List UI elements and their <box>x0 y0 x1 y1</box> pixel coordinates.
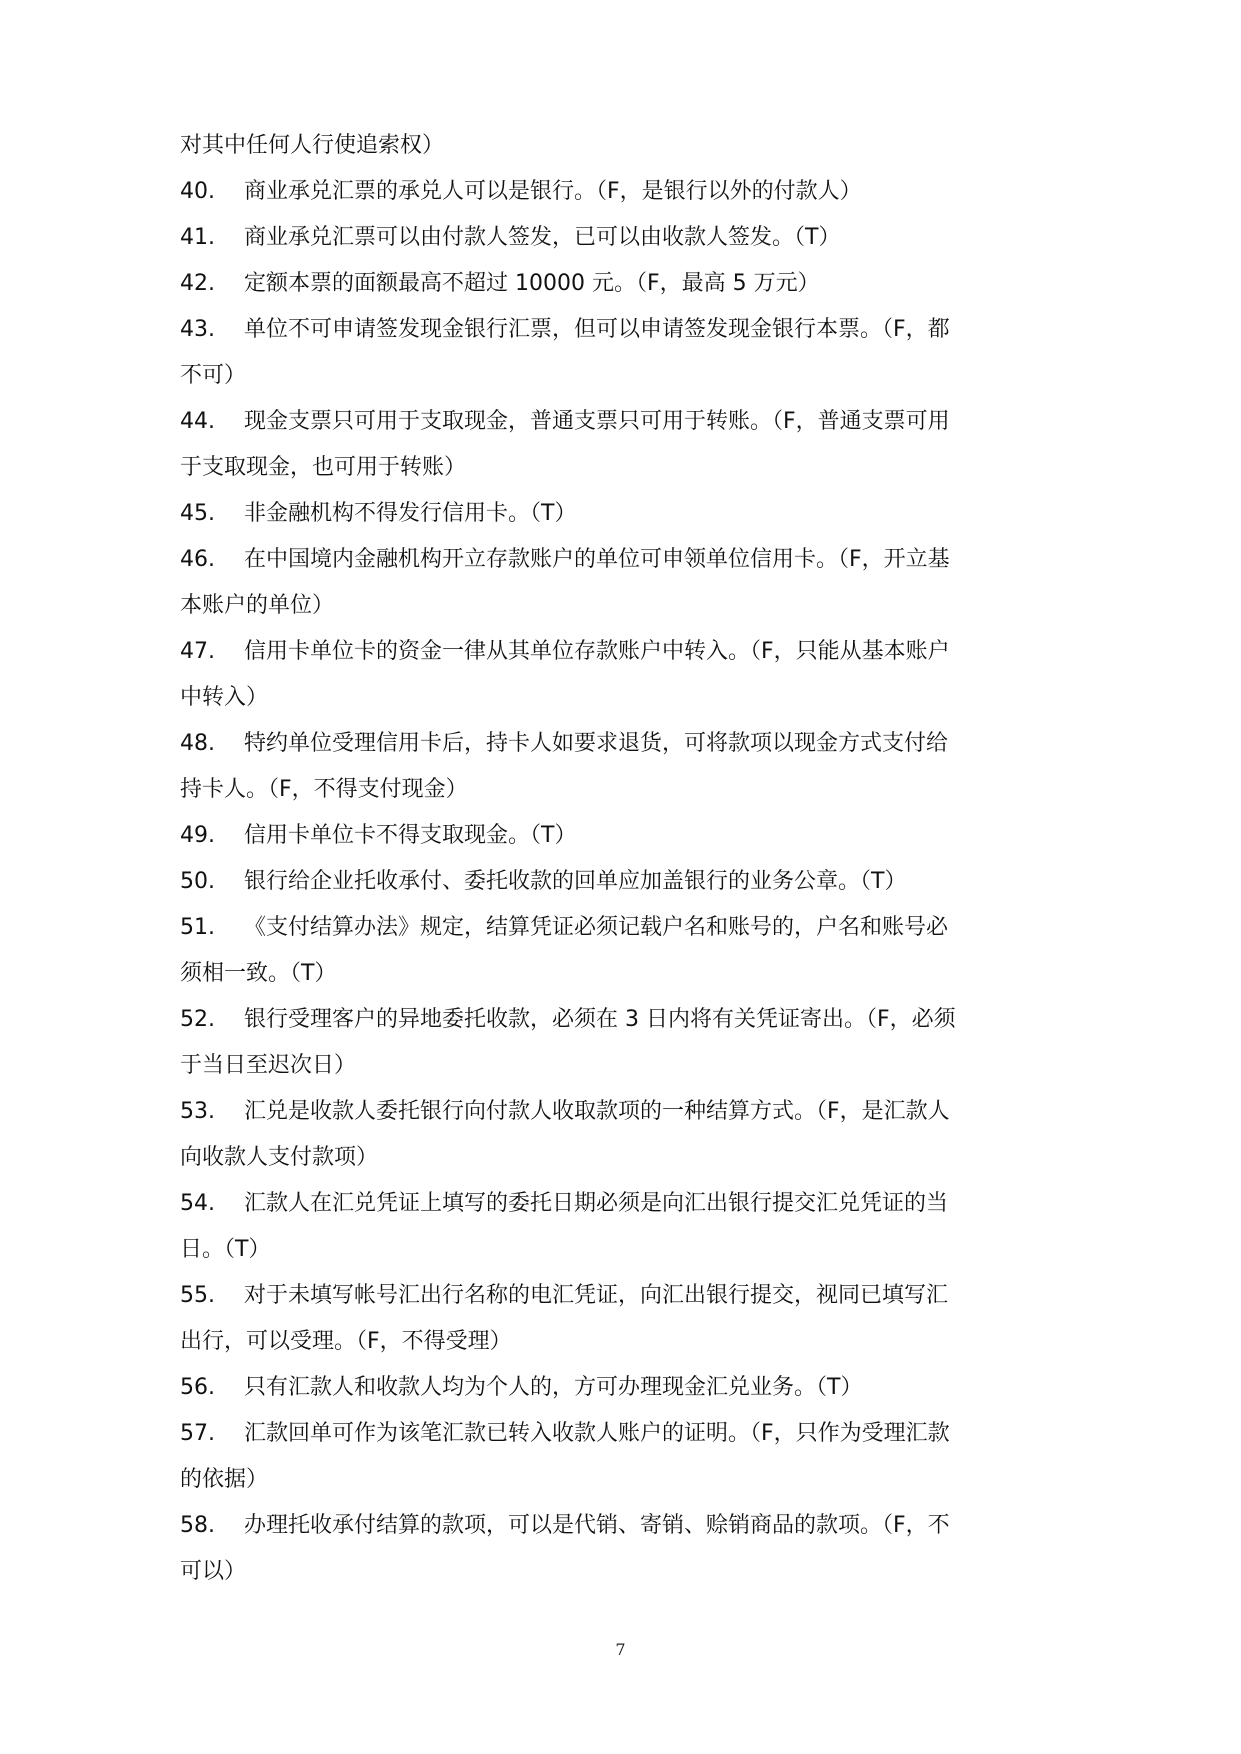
item-number: 55. <box>180 1283 215 1308</box>
line-text: 本账户的单位） <box>180 593 335 618</box>
line-text: 不可） <box>180 363 247 388</box>
text-line <box>180 123 1060 169</box>
line-text: 持卡人。（F，不得支付现金） <box>180 777 468 802</box>
text-line <box>180 813 1060 859</box>
item-number: 58. <box>180 1513 215 1538</box>
item-number: 56. <box>180 1375 215 1400</box>
item-number: 45. <box>180 501 215 526</box>
document-body <box>180 123 1060 1595</box>
line-text: 办理托收承付结算的款项，可以是代销、寄销、赊销商品的款项。（F，不 <box>244 1513 950 1538</box>
text-line <box>180 1227 1060 1273</box>
text-line <box>180 1549 1060 1595</box>
item-number: 40. <box>180 179 215 204</box>
line-text: 单位不可申请签发现金银行汇票，但可以申请签发现金银行本票。（F，都 <box>244 317 950 342</box>
line-text: 信用卡单位卡的资金一律从其单位存款账户中转入。（F，只能从基本账户 <box>244 639 950 664</box>
line-text: 特约单位受理信用卡后，持卡人如要求退货，可将款项以现金方式支付给 <box>244 731 949 756</box>
text-line <box>180 951 1060 997</box>
line-text: 只有汇款人和收款人均为个人的，方可办理现金汇兑业务。（T） <box>244 1375 863 1400</box>
line-text: 商业承兑汇票可以由付款人签发，已可以由收款人签发。（T） <box>244 225 841 250</box>
line-text: 银行受理客户的异地委托收款，必须在 3 日内将有关凭证寄出。（F，必须 <box>244 1007 956 1032</box>
line-text: 出行，可以受理。（F，不得受理） <box>180 1329 512 1354</box>
line-text: 定额本票的面额最高不超过 10000 元。（F，最高 5 万元） <box>244 271 820 296</box>
line-text: 在中国境内金融机构开立存款账户的单位可申领单位信用卡。（F，开立基 <box>244 547 950 572</box>
text-line <box>180 1181 1060 1227</box>
text-line <box>180 629 1060 675</box>
line-text: 于支取现金，也可用于转账） <box>180 455 467 480</box>
text-line <box>180 1135 1060 1181</box>
line-text: 《支付结算办法》规定，结算凭证必须记载户名和账号的，户名和账号必 <box>244 915 949 940</box>
text-line <box>180 767 1060 813</box>
item-number: 52. <box>180 1007 215 1032</box>
line-text: 向收款人支付款项） <box>180 1145 379 1170</box>
item-number: 46. <box>180 547 215 572</box>
text-line <box>180 675 1060 721</box>
text-line <box>180 1089 1060 1135</box>
text-line <box>180 445 1060 491</box>
text-line <box>180 261 1060 307</box>
text-line <box>180 1273 1060 1319</box>
line-text: 现金支票只可用于支取现金，普通支票只可用于转账。（F，普通支票可用 <box>244 409 950 434</box>
item-number: 54. <box>180 1191 215 1216</box>
item-number: 51. <box>180 915 215 940</box>
text-line <box>180 1319 1060 1365</box>
text-line <box>180 491 1060 537</box>
item-number: 49. <box>180 823 215 848</box>
text-line <box>180 1043 1060 1089</box>
item-number: 57. <box>180 1421 215 1446</box>
line-text: 于当日至迟次日） <box>180 1053 357 1078</box>
text-line <box>180 215 1060 261</box>
line-text: 非金融机构不得发行信用卡。（T） <box>244 501 577 526</box>
item-number: 50. <box>180 869 215 894</box>
text-line <box>180 1503 1060 1549</box>
line-text: 可以） <box>180 1559 247 1584</box>
line-text: 汇款人在汇兑凭证上填写的委托日期必须是向汇出银行提交汇兑凭证的当 <box>244 1191 949 1216</box>
line-text: 的依据） <box>180 1467 269 1492</box>
text-line <box>180 997 1060 1043</box>
item-number: 44. <box>180 409 215 434</box>
text-line <box>180 537 1060 583</box>
line-text: 对其中任何人行使追索权） <box>180 133 445 158</box>
item-number: 47. <box>180 639 215 664</box>
line-text: 须相一致。（T） <box>180 961 337 986</box>
item-number: 48. <box>180 731 215 756</box>
line-text: 银行给企业托收承付、委托收款的回单应加盖银行的业务公章。（T） <box>244 869 907 894</box>
line-text: 日。（T） <box>180 1237 271 1262</box>
text-line <box>180 583 1060 629</box>
text-line <box>180 399 1060 445</box>
text-line <box>180 1411 1060 1457</box>
text-line <box>180 353 1060 399</box>
text-line <box>180 905 1060 951</box>
item-number: 53. <box>180 1099 215 1124</box>
text-line <box>180 169 1060 215</box>
line-text: 中转入） <box>180 685 269 710</box>
text-line <box>180 721 1060 767</box>
line-text: 汇款回单可作为该笔汇款已转入收款人账户的证明。（F，只作为受理汇款 <box>244 1421 950 1446</box>
text-line <box>180 1365 1060 1411</box>
text-line <box>180 1457 1060 1503</box>
page-number: 7 <box>615 1640 626 1659</box>
line-text: 信用卡单位卡不得支取现金。（T） <box>244 823 577 848</box>
line-text: 汇兑是收款人委托银行向付款人收取款项的一种结算方式。（F，是汇款人 <box>244 1099 950 1124</box>
item-number: 41. <box>180 225 215 250</box>
text-line <box>180 307 1060 353</box>
line-text: 商业承兑汇票的承兑人可以是银行。（F，是银行以外的付款人） <box>244 179 862 204</box>
item-number: 42. <box>180 271 215 296</box>
text-line <box>180 859 1060 905</box>
item-number: 43. <box>180 317 215 342</box>
line-text: 对于未填写帐号汇出行名称的电汇凭证，向汇出银行提交，视同已填写汇 <box>244 1283 949 1308</box>
